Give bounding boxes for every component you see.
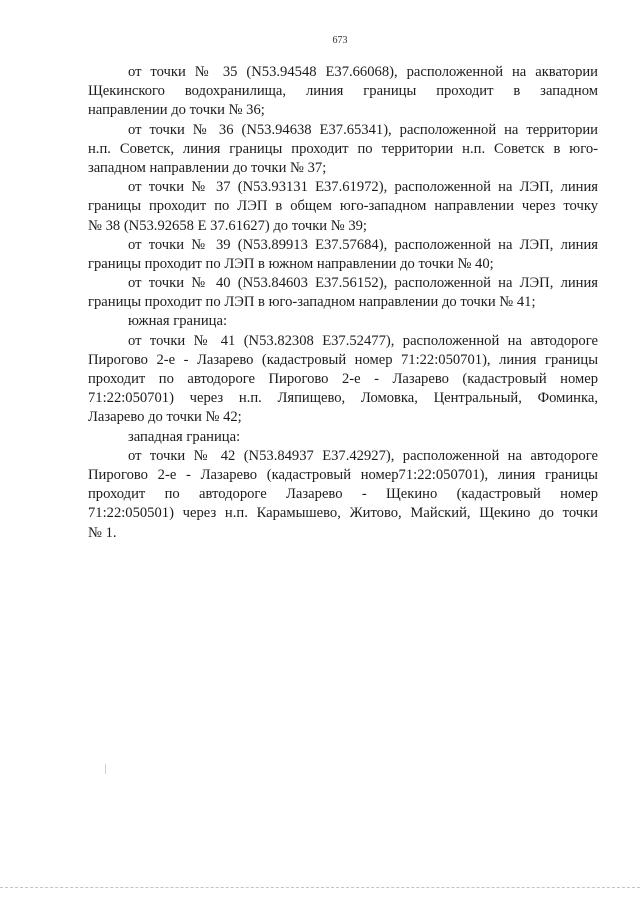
text-line: южная граница: <box>128 313 227 330</box>
text-line: 71:22:050501) через н.п. Карамышево, Житово, Майский, Щекино до точки <box>88 505 598 522</box>
text-line: Лазарево до точки № 42; <box>88 409 242 426</box>
text-line: от точки № 41 (N53.82308 E37.52477), расположенной на автодороге <box>128 332 598 349</box>
text-line: от точки № 39 (N53.89913 E37.57684), расположенной на ЛЭП, линия <box>128 236 598 253</box>
text-line: Пирогово 2-е - Лазарево (кадастровый номер71:22:050701), линия границы <box>88 466 598 483</box>
text-line: западном направлении до точки № 37; <box>88 159 327 176</box>
section-heading-west <box>88 428 598 447</box>
paragraph-point-40 <box>88 274 598 312</box>
paragraph-point-37 <box>88 178 598 236</box>
paragraph-point-42 <box>88 447 598 543</box>
text-line: границы проходит по ЛЭП в южном направлении до точки № 40; <box>88 255 494 272</box>
scan-edge-line <box>0 887 640 888</box>
text-line: от точки № 42 (N53.84937 E37.42927), расположенной на автодороге <box>128 447 598 464</box>
text-line: от точки № 35 (N53.94548 E37.66068), расположенной на акватории <box>128 64 598 80</box>
text-line: от точки № 37 (N53.93131 E37.61972), расположенной на ЛЭП, линия <box>128 179 598 196</box>
text-line: границы проходит по ЛЭП в общем юго-западном направлении через точку <box>88 198 598 215</box>
text-line: 71:22:050701) через н.п. Ляпищево, Ломовка, Центральный, Фоминка, <box>88 390 598 407</box>
text-line: западная граница: <box>128 428 241 445</box>
paragraph-point-35 <box>88 63 598 121</box>
document-body <box>88 63 598 543</box>
text-line: проходит по автодороге Пирогово 2-е - Лазарево (кадастровый номер <box>88 371 598 387</box>
text-line: № 1. <box>88 524 117 541</box>
paragraph-point-36 <box>88 121 598 179</box>
paragraph-point-39 <box>88 236 598 274</box>
text-line: проходит по автодороге Лазарево - Щекино (кадастровый номер <box>88 486 598 503</box>
text-line: Пирогово 2-е - Лазарево (кадастровый номер 71:22:050701), линия границы <box>88 351 598 368</box>
text-line: № 38 (N53.92658 E 37.61627) до точки № 39; <box>88 217 367 234</box>
text-line: границы проходит по ЛЭП в юго-западном направлении до точки № 41; <box>88 294 536 311</box>
text-line: направлении до точки № 36; <box>88 102 265 119</box>
scan-artifact-mark <box>105 764 106 774</box>
paragraph-point-41 <box>88 332 598 428</box>
page-number: 673 <box>332 35 348 46</box>
text-line: Щекинского водохранилища, линия границы проходит в западном <box>88 83 598 100</box>
text-line: от точки № 40 (N53.84603 E37.56152), расположенной на ЛЭП, линия <box>128 275 598 292</box>
section-heading-south <box>88 312 598 331</box>
text-line: н.п. Советск, линия границы проходит по территории н.п. Советск в юго- <box>88 140 598 157</box>
text-line: от точки № 36 (N53.94638 E37.65341), расположенной на территории <box>128 121 598 138</box>
